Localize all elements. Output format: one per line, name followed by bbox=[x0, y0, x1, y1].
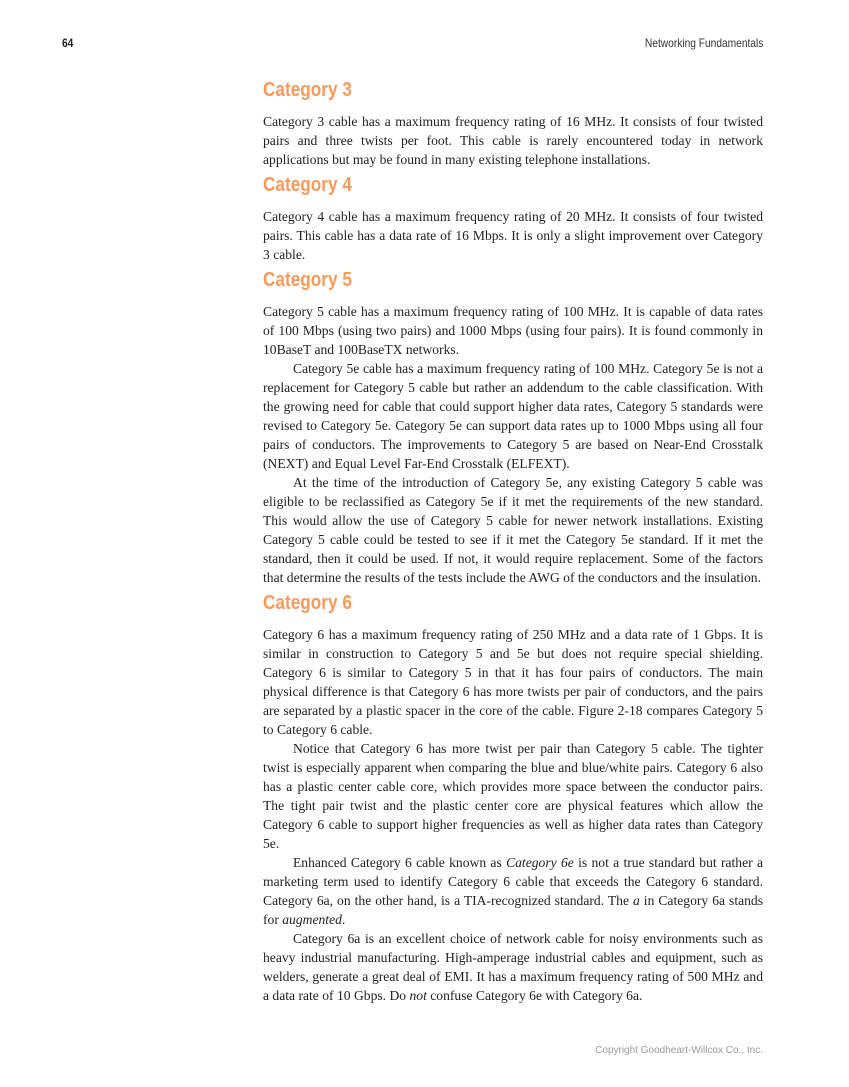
running-title: Networking Fundamentals bbox=[644, 36, 763, 50]
section-heading: Category 5 bbox=[263, 269, 352, 291]
paragraph bbox=[263, 112, 763, 169]
italic-text: a bbox=[633, 892, 640, 908]
paragraph bbox=[263, 739, 763, 853]
text-run: At the time of the introduction of Category 5e, any existing Category 5 cable was eligible to be reclassified as Category 5e if it met the requirements of the new standard. This would allow the use of Category 5 cable for newer network installations. Existing Category 5 cable could be tested to see if it met the Category 5e standard. If it met the standard, then it could be used. If not, it would require replacement. Some of the factors that determine the results of the tests include the AWG of the conductors and the insulation. bbox=[263, 474, 763, 585]
text-run: Category 3 cable has a maximum frequency rating of 16 MHz. It consists of four twisted pairs and three twists per foot. This cable is rarely encountered today in network applications but may be found in many existing telephone installations. bbox=[263, 113, 763, 167]
section-heading: Category 3 bbox=[263, 79, 352, 101]
text-run: confuse Category 6e with Category 6a. bbox=[426, 987, 643, 1003]
text-run: Category 4 cable has a maximum frequency rating of 20 MHz. It consists of four twisted pairs. This cable has a data rate of 16 Mbps. It is only a slight improvement over Category 3 cable. bbox=[263, 208, 763, 262]
text-run: Enhanced Category 6 cable known as bbox=[293, 854, 507, 870]
text-run: Category 5e cable has a maximum frequency rating of 100 MHz. Category 5e is not a replacement for Category 5 cable but rather an addendum to the cable classification. With the growing need for cable that could support higher data rates, Category 5 standards were revised to Category 5e. Category 5e can support data rates up to 1000 Mbps using all four pairs of conductors. The improvements to Category 5 are based on Near-End Crosstalk (NEXT) and Equal Level Far-End Crosstalk (ELFEXT). bbox=[263, 360, 763, 471]
text-run: is not a true standard but rather a marketing term used to identify Category 6 cable that exceeds the Category 6 standard. Category 6a, on the other hand, is a TIA-recognized standard. The bbox=[263, 854, 763, 908]
section-heading: Category 6 bbox=[263, 592, 352, 614]
text-run: . bbox=[341, 911, 346, 927]
italic-text: Category 6e bbox=[506, 854, 574, 870]
paragraph bbox=[263, 929, 763, 1005]
body-column bbox=[263, 78, 763, 1005]
italic-text: augmented bbox=[282, 911, 342, 927]
paragraph bbox=[263, 302, 763, 359]
paragraph bbox=[263, 359, 763, 473]
paragraph bbox=[263, 473, 763, 587]
text-run: in Category 6a stands for bbox=[263, 892, 764, 927]
text-run: Category 6 has a maximum frequency rating of 250 MHz and a data rate of 1 Gbps. It is similar in construction to Category 5 and 5e but does not require special shielding. Category 6 is similar to Category 5 in that it has four pairs of conductors. The main physical difference is that Category 6 has more twists per pair of conductors, and the pairs are separated by a plastic spacer in the core of the cable. Figure 2-18 compares Category 5 to Category 6 cable. bbox=[263, 626, 763, 737]
text-run: Category 5 cable has a maximum frequency rating of 100 MHz. It is capable of data rates of 100 Mbps (using two pairs) and 1000 Mbps (using four pairs). It is found commonly in 10BaseT and 100BaseTX networks. bbox=[263, 303, 763, 357]
paragraph bbox=[263, 853, 763, 929]
text-run: Category 6a is an excellent choice of network cable for noisy environments such as heavy industrial manufacturing. High-amperage industrial cables and equipment, such as welders, generate a great deal of EMI. It has a maximum frequency rating of 500 MHz and a data rate of 10 Gbps. Do bbox=[263, 930, 763, 1003]
page-number: 64 bbox=[62, 36, 74, 50]
section-heading: Category 4 bbox=[263, 174, 352, 196]
italic-text: not bbox=[409, 987, 427, 1003]
paragraph bbox=[263, 207, 763, 264]
text-run: Notice that Category 6 has more twist per pair than Category 5 cable. The tighter twist is especially apparent when comparing the blue and blue/white pairs. Category 6 also has a plastic center cable core, which provides more space between the conductor pairs. The tight pair twist and the plastic center core are physical features which allow the Category 6 cable to support higher frequencies as well as higher data rates than Category 5e. bbox=[263, 740, 763, 851]
paragraph bbox=[263, 625, 763, 739]
copyright-notice: Copyright Goodheart-Willcox Co., Inc. bbox=[595, 1045, 763, 1056]
